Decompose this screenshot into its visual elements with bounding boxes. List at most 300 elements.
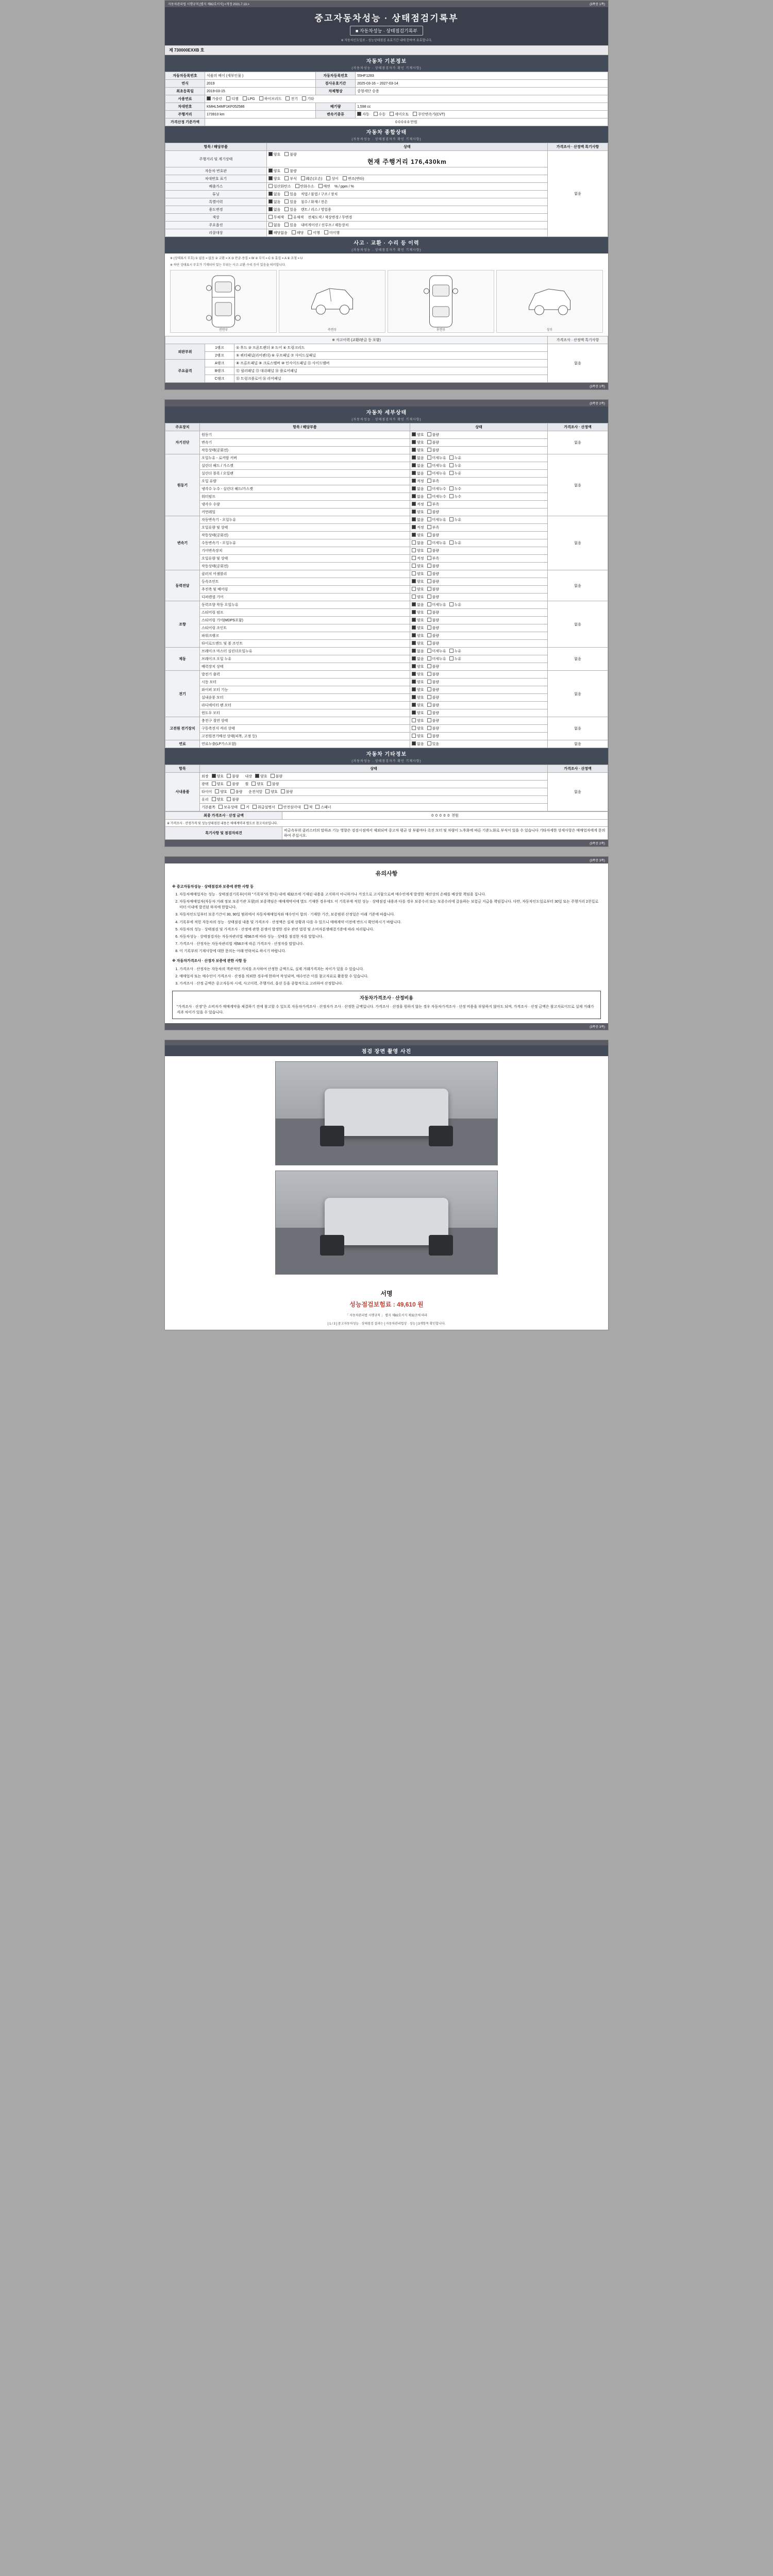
detail-item-state[interactable] (410, 694, 548, 702)
detail-item-state[interactable] (410, 594, 548, 601)
detail-option[interactable] (427, 595, 440, 600)
detail-item-state[interactable] (410, 439, 548, 447)
detail-option[interactable] (412, 602, 424, 607)
checkbox-icon[interactable] (412, 556, 416, 560)
checkbox-icon[interactable] (390, 112, 394, 116)
detail-option[interactable] (427, 602, 446, 607)
checkbox-icon[interactable] (427, 718, 431, 722)
checkbox-icon[interactable] (212, 782, 216, 786)
checkbox-icon[interactable] (412, 625, 416, 630)
checkbox-icon[interactable] (412, 672, 416, 676)
checkbox-icon[interactable] (268, 199, 273, 204)
basic-item-option[interactable] (241, 805, 249, 810)
other-option[interactable] (251, 782, 264, 787)
checkbox-icon[interactable] (449, 494, 453, 498)
detail-option[interactable] (412, 525, 424, 530)
detail-option[interactable] (412, 440, 424, 445)
other-option[interactable] (212, 782, 224, 787)
checkbox-icon[interactable] (281, 789, 285, 793)
detail-option[interactable] (427, 703, 440, 708)
checkbox-icon[interactable] (412, 494, 416, 498)
checkbox-icon[interactable] (412, 548, 416, 552)
detail-option[interactable] (412, 625, 424, 631)
transmission-options[interactable] (356, 111, 608, 118)
detail-option[interactable] (412, 656, 424, 662)
checkbox-icon[interactable] (268, 230, 273, 234)
checkbox-icon[interactable] (412, 533, 416, 537)
overall-item-1-state[interactable] (266, 167, 547, 175)
checkbox-icon[interactable] (412, 741, 416, 745)
detail-option[interactable] (427, 579, 440, 584)
checkbox-icon[interactable] (268, 215, 273, 219)
checkbox-icon[interactable] (427, 471, 431, 475)
checkbox-icon[interactable] (427, 649, 431, 653)
checkbox-icon[interactable] (413, 112, 417, 116)
basic-item-option[interactable] (253, 805, 275, 810)
detail-option[interactable] (449, 540, 462, 546)
checkbox-icon[interactable] (412, 432, 416, 436)
checkbox-icon[interactable] (412, 587, 416, 591)
checkbox-icon[interactable] (449, 455, 453, 460)
checkbox-icon[interactable] (301, 176, 305, 180)
detail-item-state[interactable] (410, 640, 548, 648)
checkbox-icon[interactable] (412, 517, 416, 521)
checkbox-icon[interactable] (449, 649, 453, 653)
checkbox-icon[interactable] (427, 695, 431, 699)
checkbox-icon[interactable] (427, 556, 431, 560)
detail-item-state[interactable] (410, 532, 548, 539)
detail-option[interactable] (412, 664, 424, 669)
checkbox-icon[interactable] (412, 595, 416, 599)
detail-option[interactable] (427, 649, 446, 654)
detail-option[interactable] (412, 486, 424, 492)
detail-option[interactable] (412, 533, 424, 538)
fuel-opt-3[interactable] (259, 96, 282, 101)
detail-option[interactable] (427, 455, 446, 461)
detail-option[interactable] (412, 595, 424, 600)
detail-item-state[interactable] (410, 679, 548, 686)
checkbox-icon[interactable] (427, 703, 431, 707)
checkbox-icon[interactable] (412, 610, 416, 614)
checkbox-icon[interactable] (427, 672, 431, 676)
detail-option[interactable] (449, 471, 462, 476)
checkbox-icon[interactable] (284, 207, 289, 211)
checkbox-icon[interactable] (412, 641, 416, 645)
detail-option[interactable] (412, 633, 424, 638)
detail-option[interactable] (427, 718, 440, 723)
detail-item-state[interactable] (410, 624, 548, 632)
checkbox-icon[interactable] (226, 96, 230, 100)
checkbox-icon[interactable] (412, 579, 416, 583)
checkbox-icon[interactable] (268, 223, 273, 227)
detail-option[interactable] (412, 703, 424, 708)
detail-option[interactable] (412, 710, 424, 716)
detail-item-state[interactable] (410, 485, 548, 493)
detail-option[interactable] (412, 587, 424, 592)
detail-item-state[interactable] (410, 478, 548, 485)
detail-item-state[interactable] (410, 671, 548, 679)
checkbox-icon[interactable] (412, 695, 416, 699)
checkbox-icon[interactable] (412, 649, 416, 653)
detail-option[interactable] (427, 726, 440, 731)
checkbox-icon[interactable] (412, 564, 416, 568)
detail-option[interactable] (412, 680, 424, 685)
checkbox-icon[interactable] (227, 797, 231, 801)
other-option[interactable] (227, 774, 239, 779)
detail-option[interactable] (427, 502, 440, 507)
checkbox-icon[interactable] (427, 687, 431, 691)
checkbox-icon[interactable] (449, 517, 453, 521)
other-option[interactable] (227, 782, 239, 787)
checkbox-icon[interactable] (449, 471, 453, 475)
checkbox-icon[interactable] (427, 595, 431, 599)
checkbox-icon[interactable] (268, 152, 273, 156)
checkbox-icon[interactable] (412, 510, 416, 514)
checkbox-icon[interactable] (292, 230, 296, 234)
other-option[interactable] (255, 774, 267, 779)
checkbox-icon[interactable] (427, 455, 431, 460)
detail-option[interactable] (412, 564, 424, 569)
detail-option[interactable] (449, 649, 462, 654)
detail-option[interactable] (427, 494, 446, 499)
checkbox-icon[interactable] (427, 633, 431, 637)
detail-option[interactable] (412, 510, 424, 515)
detail-option[interactable] (412, 734, 424, 739)
detail-item-state[interactable] (410, 586, 548, 594)
overall-item-3-state[interactable] (266, 183, 547, 191)
other-option[interactable] (230, 789, 243, 794)
checkbox-icon[interactable] (412, 440, 416, 444)
checkbox-icon[interactable] (227, 774, 231, 778)
checkbox-icon[interactable] (427, 517, 431, 521)
checkbox-icon[interactable] (284, 168, 289, 173)
detail-item-state[interactable] (410, 733, 548, 740)
detail-option[interactable] (427, 479, 440, 484)
detail-option[interactable] (412, 649, 424, 654)
detail-item-state[interactable] (410, 454, 548, 462)
detail-item-state[interactable] (410, 702, 548, 709)
other-option[interactable] (265, 789, 278, 794)
checkbox-icon[interactable] (412, 486, 416, 490)
other-option[interactable] (215, 789, 227, 794)
detail-option[interactable] (427, 440, 440, 445)
other-option[interactable] (212, 774, 224, 779)
detail-option[interactable] (412, 672, 424, 677)
overall-item-6-state[interactable] (266, 206, 547, 214)
detail-option[interactable] (449, 463, 462, 468)
detail-option[interactable] (412, 618, 424, 623)
checkbox-icon[interactable] (295, 184, 299, 188)
checkbox-icon[interactable] (271, 774, 275, 778)
trans-opt-1[interactable] (374, 112, 386, 117)
detail-option[interactable] (412, 695, 424, 700)
checkbox-icon[interactable] (304, 805, 308, 809)
checkbox-icon[interactable] (427, 579, 431, 583)
detail-option[interactable] (427, 664, 440, 669)
detail-option[interactable] (449, 494, 462, 499)
detail-option[interactable] (427, 471, 446, 476)
other-option[interactable] (267, 782, 279, 787)
detail-item-state[interactable] (410, 717, 548, 725)
checkbox-icon[interactable] (230, 789, 234, 793)
checkbox-icon[interactable] (215, 789, 219, 793)
detail-option[interactable] (427, 556, 440, 561)
checkbox-icon[interactable] (427, 463, 431, 467)
checkbox-icon[interactable] (427, 494, 431, 498)
checkbox-icon[interactable] (255, 774, 259, 778)
checkbox-icon[interactable] (412, 664, 416, 668)
checkbox-icon[interactable] (268, 207, 273, 211)
detail-option[interactable] (412, 540, 424, 546)
detail-option[interactable] (427, 687, 440, 692)
checkbox-icon[interactable] (412, 479, 416, 483)
checkbox-icon[interactable] (268, 192, 273, 196)
detail-item-state[interactable] (410, 493, 548, 501)
detail-option[interactable] (412, 571, 424, 577)
detail-option[interactable] (412, 579, 424, 584)
detail-option[interactable] (449, 486, 462, 492)
detail-option[interactable] (449, 517, 462, 522)
checkbox-icon[interactable] (427, 618, 431, 622)
detail-option[interactable] (427, 741, 440, 747)
overall-item-5-state[interactable] (266, 198, 547, 206)
checkbox-icon[interactable] (374, 112, 378, 116)
detail-option[interactable] (427, 564, 440, 569)
checkbox-icon[interactable] (427, 587, 431, 591)
checkbox-icon[interactable] (427, 610, 431, 614)
checkbox-icon[interactable] (212, 774, 216, 778)
checkbox-icon[interactable] (427, 656, 431, 660)
checkbox-icon[interactable] (268, 176, 273, 180)
detail-option[interactable] (412, 718, 424, 723)
checkbox-icon[interactable] (449, 656, 453, 660)
other-option[interactable] (212, 797, 224, 802)
detail-item-state[interactable] (410, 632, 548, 640)
checkbox-icon[interactable] (412, 680, 416, 684)
detail-item-state[interactable] (410, 509, 548, 516)
detail-option[interactable] (427, 448, 440, 453)
detail-item-state[interactable] (410, 547, 548, 555)
detail-item-state[interactable] (410, 470, 548, 478)
checkbox-icon[interactable] (427, 440, 431, 444)
overall-item-4-state[interactable] (266, 191, 547, 198)
checkbox-icon[interactable] (412, 540, 416, 545)
checkbox-icon[interactable] (268, 184, 273, 188)
detail-option[interactable] (427, 734, 440, 739)
checkbox-icon[interactable] (243, 96, 247, 100)
checkbox-icon[interactable] (212, 797, 216, 801)
checkbox-icon[interactable] (427, 525, 431, 529)
checkbox-icon[interactable] (427, 710, 431, 715)
checkbox-icon[interactable] (207, 96, 211, 100)
detail-option[interactable] (412, 726, 424, 731)
checkbox-icon[interactable] (427, 602, 431, 606)
detail-option[interactable] (427, 680, 440, 685)
detail-item-state[interactable] (410, 578, 548, 586)
detail-option[interactable] (427, 571, 440, 577)
checkbox-icon[interactable] (412, 471, 416, 475)
checkbox-icon[interactable] (302, 96, 306, 100)
detail-item-state[interactable] (410, 539, 548, 547)
detail-option[interactable] (427, 625, 440, 631)
basic-item-option[interactable] (304, 805, 313, 810)
trans-opt-3[interactable] (413, 112, 445, 117)
checkbox-icon[interactable] (227, 782, 231, 786)
detail-item-state[interactable] (410, 740, 548, 748)
other-option[interactable] (227, 797, 239, 802)
checkbox-icon[interactable] (412, 602, 416, 606)
checkbox-icon[interactable] (412, 571, 416, 575)
detail-item-state[interactable] (410, 617, 548, 624)
checkbox-icon[interactable] (427, 641, 431, 645)
checkbox-icon[interactable] (427, 448, 431, 452)
checkbox-icon[interactable] (449, 540, 453, 545)
checkbox-icon[interactable] (427, 548, 431, 552)
checkbox-icon[interactable] (427, 564, 431, 568)
detail-item-state[interactable] (410, 563, 548, 570)
detail-item-state[interactable] (410, 570, 548, 578)
checkbox-icon[interactable] (315, 805, 320, 809)
fuel-opt-4[interactable] (285, 96, 298, 101)
basic-item-option[interactable] (219, 805, 238, 810)
checkbox-icon[interactable] (427, 479, 431, 483)
checkbox-icon[interactable] (251, 782, 256, 786)
detail-item-state[interactable] (410, 655, 548, 663)
detail-option[interactable] (449, 602, 462, 607)
checkbox-icon[interactable] (343, 176, 347, 180)
checkbox-icon[interactable] (427, 664, 431, 668)
fuel-opt-1[interactable] (226, 96, 239, 101)
detail-item-state[interactable] (410, 686, 548, 694)
checkbox-icon[interactable] (284, 152, 289, 156)
detail-option[interactable] (412, 556, 424, 561)
checkbox-icon[interactable] (284, 223, 289, 227)
detail-option[interactable] (427, 672, 440, 677)
checkbox-icon[interactable] (412, 463, 416, 467)
checkbox-icon[interactable] (449, 486, 453, 490)
checkbox-icon[interactable] (265, 789, 270, 793)
fuel-opt-5[interactable] (302, 96, 314, 101)
detail-item-state[interactable] (410, 648, 548, 655)
other-item-row[interactable] (200, 773, 548, 781)
other-item-row[interactable] (200, 796, 548, 804)
detail-item-state[interactable] (410, 447, 548, 454)
detail-option[interactable] (412, 548, 424, 553)
checkbox-icon[interactable] (268, 168, 273, 173)
checkbox-icon[interactable] (278, 805, 282, 809)
detail-option[interactable] (427, 540, 446, 546)
detail-option[interactable] (427, 517, 446, 522)
checkbox-icon[interactable] (449, 463, 453, 467)
checkbox-icon[interactable] (412, 703, 416, 707)
detail-option[interactable] (427, 656, 446, 662)
detail-option[interactable] (449, 455, 462, 461)
trans-opt-0[interactable] (357, 112, 369, 117)
checkbox-icon[interactable] (253, 805, 257, 809)
overall-item-7-state[interactable] (266, 214, 547, 222)
checkbox-icon[interactable] (427, 510, 431, 514)
checkbox-icon[interactable] (284, 192, 289, 196)
checkbox-icon[interactable] (427, 741, 431, 745)
checkbox-icon[interactable] (308, 230, 312, 234)
detail-option[interactable] (427, 587, 440, 592)
checkbox-icon[interactable] (284, 176, 289, 180)
checkbox-icon[interactable] (427, 540, 431, 545)
detail-option[interactable] (427, 432, 440, 437)
detail-option[interactable] (427, 533, 440, 538)
detail-option[interactable] (427, 710, 440, 716)
checkbox-icon[interactable] (285, 96, 290, 100)
overall-item-0-state[interactable] (266, 151, 547, 167)
overall-item-2-state[interactable] (266, 175, 547, 183)
detail-option[interactable] (427, 633, 440, 638)
overall-item-8-state[interactable] (266, 222, 547, 229)
checkbox-icon[interactable] (412, 455, 416, 460)
detail-option[interactable] (427, 510, 440, 515)
detail-option[interactable] (412, 610, 424, 615)
checkbox-icon[interactable] (427, 625, 431, 630)
checkbox-icon[interactable] (449, 602, 453, 606)
detail-option[interactable] (427, 486, 446, 492)
checkbox-icon[interactable] (412, 448, 416, 452)
checkbox-icon[interactable] (412, 618, 416, 622)
checkbox-icon[interactable] (412, 633, 416, 637)
other-option[interactable] (271, 774, 283, 779)
checkbox-icon[interactable] (412, 502, 416, 506)
checkbox-icon[interactable] (412, 687, 416, 691)
detail-option[interactable] (412, 432, 424, 437)
detail-option[interactable] (412, 494, 424, 499)
checkbox-icon[interactable] (241, 805, 245, 809)
fuel-opt-2[interactable] (243, 96, 255, 101)
checkbox-icon[interactable] (284, 199, 289, 204)
detail-item-state[interactable] (410, 609, 548, 617)
detail-option[interactable] (412, 479, 424, 484)
checkbox-icon[interactable] (427, 486, 431, 490)
detail-option[interactable] (412, 463, 424, 468)
checkbox-icon[interactable] (288, 215, 292, 219)
basic-items-row[interactable] (200, 804, 548, 811)
detail-option[interactable] (412, 455, 424, 461)
other-item-row[interactable] (200, 788, 548, 796)
other-item-row[interactable] (200, 781, 548, 788)
detail-option[interactable] (449, 656, 462, 662)
detail-item-state[interactable] (410, 663, 548, 671)
detail-item-state[interactable] (410, 725, 548, 733)
checkbox-icon[interactable] (267, 782, 271, 786)
checkbox-icon[interactable] (412, 525, 416, 529)
checkbox-icon[interactable] (412, 656, 416, 660)
detail-option[interactable] (427, 525, 440, 530)
overall-item-9-state[interactable] (266, 229, 547, 237)
detail-item-state[interactable] (410, 516, 548, 524)
detail-item-state[interactable] (410, 601, 548, 609)
detail-option[interactable] (412, 471, 424, 476)
checkbox-icon[interactable] (324, 230, 328, 234)
detail-item-state[interactable] (410, 555, 548, 563)
detail-option[interactable] (427, 618, 440, 623)
detail-option[interactable] (412, 448, 424, 453)
checkbox-icon[interactable] (427, 502, 431, 506)
detail-option[interactable] (427, 695, 440, 700)
checkbox-icon[interactable] (318, 184, 323, 188)
checkbox-icon[interactable] (412, 710, 416, 715)
checkbox-icon[interactable] (427, 734, 431, 738)
checkbox-icon[interactable] (412, 726, 416, 730)
detail-option[interactable] (412, 517, 424, 522)
checkbox-icon[interactable] (219, 805, 223, 809)
trans-opt-2[interactable] (390, 112, 409, 117)
